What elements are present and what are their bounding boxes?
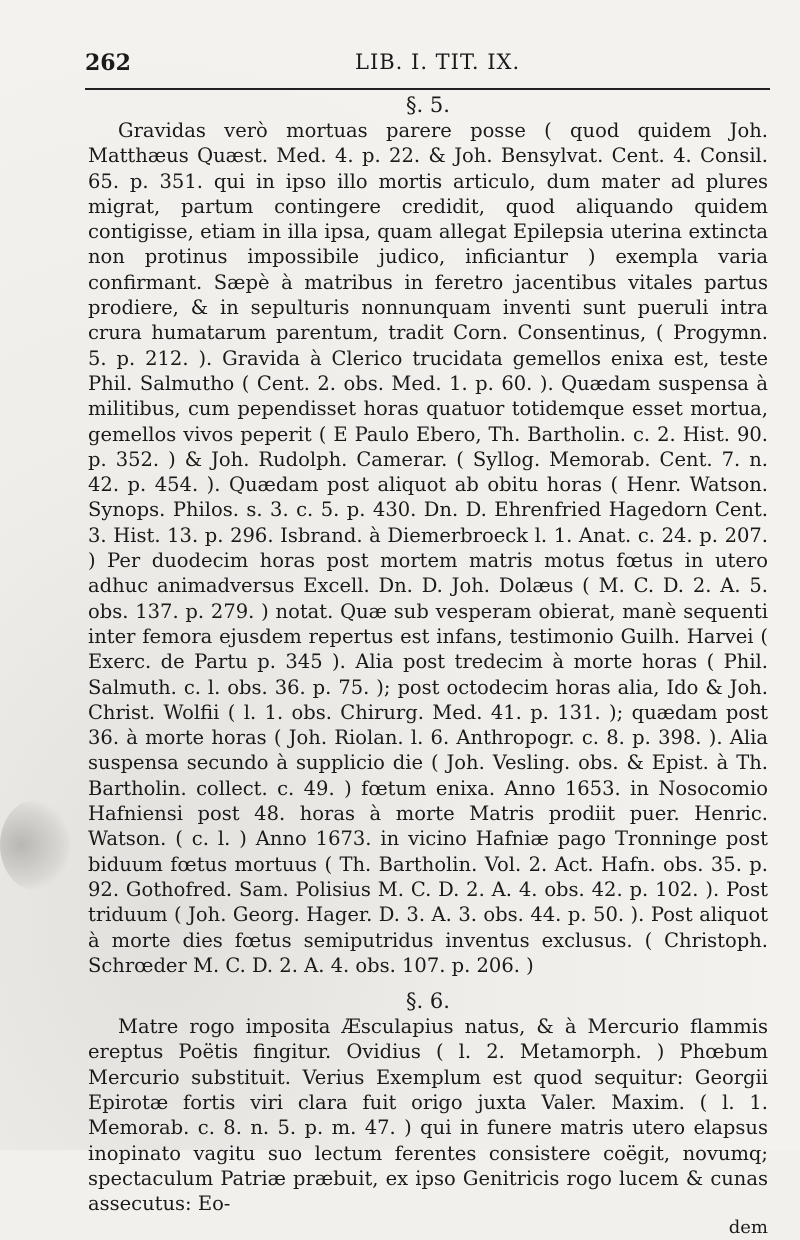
body-text	[88, 92, 768, 1240]
page-number: 262	[85, 50, 131, 76]
catchword: dem	[728, 1217, 768, 1239]
section-5-paragraph: Gravidas verò mortuas parere posse ( quod quidem Joh. Matthæus Quæst. Med. 4. p. 22. & Joh. Bensylvat. Cent. 4. Consil. 65. p. 351. qui in ipso illo mortis articulo, dum mater ad plures migrat, partum contingere credidit, quod aliquando quidem contigisse, etiam in illa ipsa, quam allegat Epilepsia uterina extincta non protinus impossibile judico, inficiantur ) exempla varia confirmant. Sæpè à matribus in feretro jacentibus vitales partus prodiere, & in sepulturis nonnunquam inventi sunt pueruli intra crura humatarum parentum, tradit Corn. Consentinus, ( Progymn. 5. p. 212. ). Gravida à Clerico trucidata gemellos enixa est, teste Phil. Salmutho ( Cent. 2. obs. Med. 1. p. 60. ). Quædam suspensa à militibus, cum pependisset horas quatuor totidemque esset mortua, gemellos vivos peperit ( E Paulo Ebero, Th. Bartholin. c. 2. Hist. 90. p. 352. ) & Joh. Rudolph. Camerar. ( Syllog. Memorab. Cent. 7. n. 42. p. 454. ). Quædam post aliquot ab obitu horas ( Henr. Watson. Synops. Philos. s. 3. c. 5. p. 430. Dn. D. Ehrenfried Hagedorn Cent. 3. Hist. 13. p. 296. Isbrand. à Diemerbroeck l. 1. Anat. c. 24. p. 207. ) Per duodecim horas post mortem matris motus fœtus in utero adhuc animadversus Excell. Dn. D. Joh. Dolæus ( M. C. D. 2. A. 5. obs. 137. p. 279. ) notat. Quæ sub vesperam obierat, manè sequenti inter femora ejusdem repertus est infans, testimonio Guilh. Harvei ( Exerc. de Partu p. 345 ). Alia post tredecim à morte horas ( Phil. Salmuth. c. l. obs. 36. p. 75. ); post octodecim horas alia, Ido & Joh. Christ. Wolfii ( l. 1. obs. Chirurg. Med. 41. p. 131. ); quædam post 36. à morte horas ( Joh. Riolan. l. 6. Anthropogr. c. 8. p. 398. ). Alia suspensa secundo à supplicio die ( Joh. Vesling. obs. & Epist. à Th. Bartholin. collect. c. 49. ) fœtum enixa. Anno 1653. in Nosocomio Hafniensi post 48. horas à morte Matris prodiit puer. Henric. Watson. ( c. l. ) Anno 1673. in vicino Hafniæ pago Tronninge post biduum fœtus mortuus ( Th. Bartholin. Vol. 2. Act. Hafn. obs. 35. p. 92. Gothofred. Sam. Polisius M. C. D. 2. A. 4. obs. 42. p. 102. ). Post triduum ( Joh. Georg. Hager. D. 3. A. 3. obs. 44. p. 50. ). Post aliquot à morte dies fœtus semiputridus inventus exclusus. ( Christoph. Schrœder M. C. D. 2. A. 4. obs. 107. p. 206. )	[88, 119, 768, 977]
page-header	[85, 50, 770, 90]
paper-stain	[0, 800, 70, 890]
section-6-paragraph: Matre rogo imposita Æsculapius natus, & à Mercurio flammis ereptus Poëtis fingitur. Ovidius ( l. 2. Metamorph. ) Phœbum Mercurio substituit. Verius Exemplum est quod sequitur: Georgii Epirotæ fortis viri clara fuit origo juxta Valer. Maxim. ( l. 1. Memorab. c. 8. n. 5. p. m. 47. ) qui in funere matris utero elapsus inopinato vagitu suo lectum ferentes consistere coëgit, novumq; spectaculum Patriæ præbuit, ex ipso Genitricis rogo lucem & cunas assecutus: Eo-	[88, 1015, 768, 1216]
running-head: LIB. I. TIT. IX.	[355, 50, 521, 74]
section-heading-6: §. 6.	[406, 989, 450, 1014]
section-heading-5: §. 5.	[406, 93, 450, 117]
